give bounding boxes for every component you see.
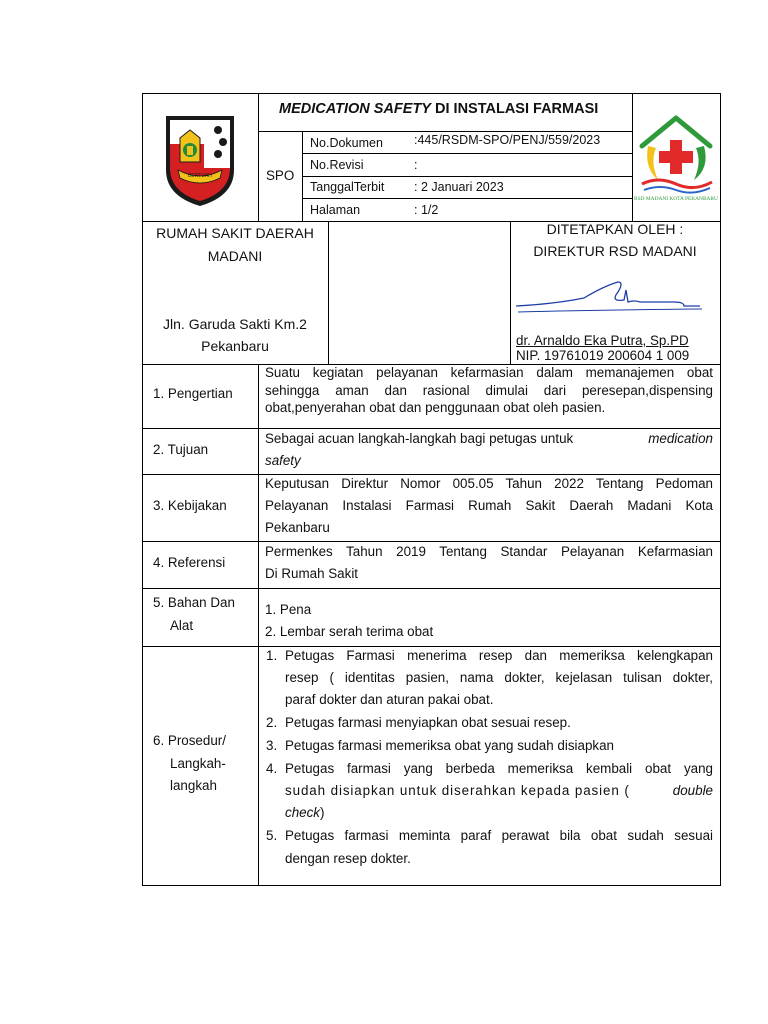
pengertian-line3: obat,penyerahan obat dan penggunaan obat oleh pasien. <box>265 400 606 415</box>
approval-line1: DITETAPKAN OLEH : <box>546 221 684 237</box>
label-referensi: 4. Referensi <box>153 555 226 570</box>
svg-text:RSD MADANI KOTA PEKANBARU: RSD MADANI KOTA PEKANBARU <box>634 196 718 202</box>
field-label-halaman: Halaman <box>310 203 361 217</box>
step-4-line3-paren: ) <box>319 805 325 820</box>
hospital-address-line1: Jln. Garuda Sakti Km.2 <box>163 316 307 332</box>
signer-name: dr. Arnaldo Eka Putra, Sp.PD <box>516 333 689 348</box>
step-5-line2: dengan resep dokter. <box>285 851 411 866</box>
step-3-number: 3. <box>266 738 278 753</box>
referensi-line1: Permenkes Tahun 2019 Tentang Standar Pelayanan Kefarmasian <box>265 544 713 559</box>
pengertian-line2: sehingga aman dan rasional dimulai dari peresepan,dispensing <box>265 383 713 398</box>
svg-text:BERTUAH: BERTUAH <box>188 173 212 179</box>
referensi-line2: Di Rumah Sakit <box>265 566 359 581</box>
pekanbaru-city-emblem <box>160 110 240 208</box>
label-pengertian: 1. Pengertian <box>153 386 233 401</box>
step-4-line2 <box>285 783 713 799</box>
director-signature <box>514 276 714 318</box>
spo-label: SPO <box>266 168 295 183</box>
field-value-halaman: : 1/2 <box>414 203 439 217</box>
label-bahan-line1: 5. Bahan Dan <box>153 595 235 610</box>
hospital-name-line1: RUMAH SAKIT DAERAH <box>156 225 314 241</box>
hospital-address-line2: Pekanbaru <box>201 338 269 354</box>
field-value-no-revisi: : <box>414 158 418 172</box>
title-rest: DI INSTALASI FARMASI <box>430 101 599 117</box>
approval-line2: DIREKTUR RSD MADANI <box>533 243 697 259</box>
pengertian-line1: Suatu kegiatan pelayanan kefarmasian dalam memanajemen obat <box>265 365 713 380</box>
hospital-name-line2: MADANI <box>207 248 263 264</box>
field-label-tanggal-terbit: TanggalTerbit <box>310 180 385 194</box>
step-4-line1: Petugas farmasi yang berbeda memeriksa kembali obat yang <box>285 761 713 776</box>
label-kebijakan: 3. Kebijakan <box>153 498 227 513</box>
step-2-number: 2. <box>266 715 278 730</box>
step-5-number: 5. <box>266 828 278 843</box>
label-prosedur-line2: Langkah- <box>170 756 226 771</box>
step-1-line1: Petugas Farmasi menerima resep dan memeriksa kelengkapan <box>285 648 713 663</box>
field-label-no-revisi: No.Revisi <box>310 158 364 172</box>
tujuan-line2-italic: safety <box>265 453 301 468</box>
bahan-item-2: 2. Lembar serah terima obat <box>265 624 434 639</box>
signer-nip: NIP. 19761019 200604 1 009 <box>516 348 690 363</box>
document-title <box>279 101 598 117</box>
step-3-line1: Petugas farmasi memeriksa obat yang sudah disiapkan <box>285 738 614 753</box>
tujuan-line1 <box>265 431 713 447</box>
step-4-line2-italic: double <box>672 783 713 798</box>
label-bahan-line2: Alat <box>170 618 194 633</box>
step-1-number: 1. <box>266 648 278 663</box>
field-value-no-dokumen: :445/RSDM-SPO/PENJ/559/2023 <box>414 133 601 147</box>
kebijakan-line2: Pelayanan Instalasi Farmasi Rumah Sakit Daerah Madani Kota <box>265 498 713 513</box>
step-2-line1: Petugas farmasi menyiapkan obat sesuai resep. <box>285 715 571 730</box>
label-prosedur-line1: 6. Prosedur/ <box>153 733 226 748</box>
kebijakan-line3: Pekanbaru <box>265 520 330 535</box>
label-prosedur-line3: langkah <box>170 778 217 793</box>
step-4-line2-text: sudah disiapkan untuk diserahkan kepada pasien ( <box>285 783 630 798</box>
step-5-line1: Petugas farmasi meminta paraf perawat bila obat sudah sesuai <box>285 828 713 843</box>
step-4-number: 4. <box>266 761 278 776</box>
tujuan-line2 <box>265 453 301 469</box>
field-value-tanggal-terbit: : 2 Januari 2023 <box>414 180 504 194</box>
label-tujuan: 2. Tujuan <box>153 442 209 457</box>
step-1-line2: resep ( identitas pasien, nama dokter, kejelasan tulisan dokter, <box>285 670 713 685</box>
bahan-item-1: 1. Pena <box>265 602 312 617</box>
step-1-line3: paraf dokter dan aturan pakai obat. <box>285 692 494 707</box>
tujuan-line1-italic: medication <box>648 431 713 446</box>
rsd-madani-logo <box>634 110 718 204</box>
tujuan-line1-text: Sebagai acuan langkah-langkah bagi petugas untuk <box>265 431 577 446</box>
field-label-no-dokumen: No.Dokumen <box>310 136 383 150</box>
title-italic-part: MEDICATION SAFETY <box>279 101 431 117</box>
step-4-line3-italic: check <box>285 805 320 820</box>
step-4-line3 <box>285 805 324 821</box>
kebijakan-line1: Keputusan Direktur Nomor 005.05 Tahun 2022 Tentang Pedoman <box>265 476 713 491</box>
